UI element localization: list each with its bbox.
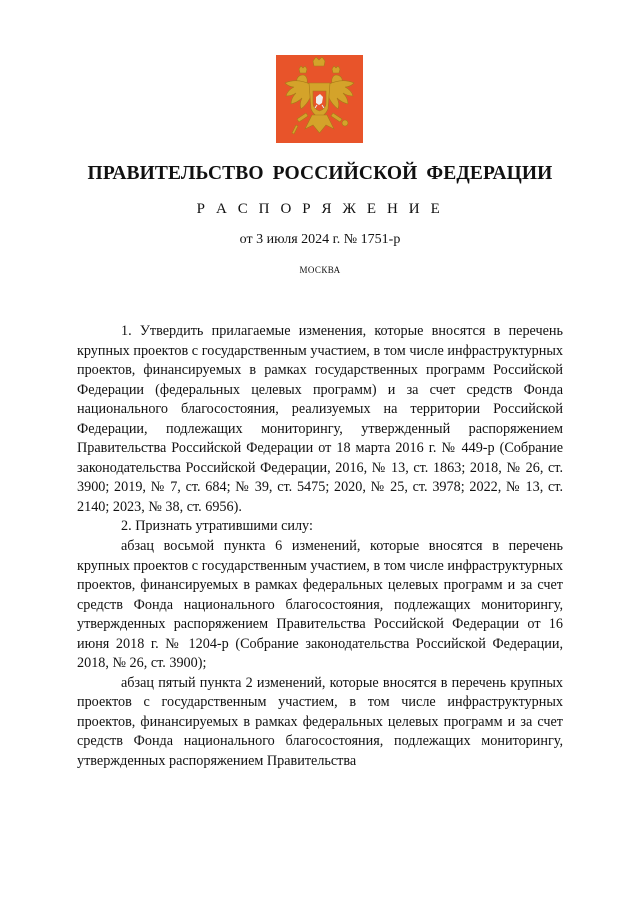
government-title: ПРАВИТЕЛЬСТВО РОССИЙСКОЙ ФЕДЕРАЦИИ (87, 163, 553, 184)
paragraph-4: абзац пятый пункта 2 изменений, которые вносятся в перечень крупных проектов с государственным участием, в том числе инфраструктурных проектов, финансируемых в рамках федеральных целевых программ и за счет средств Фонда национального благосостояния, подлежащих мониторингу, утвержденных распоряжением Правительства (77, 674, 563, 770)
document-place: МОСКВА (299, 265, 341, 275)
document-date-number: от 3 июля 2024 г. № 1751-р (239, 232, 401, 247)
paragraph-3: абзац восьмой пункта 6 изменений, которые вносятся в перечень крупных проектов с государственным участием, в том числе инфраструктурных проектов, финансируемых в рамках федеральных целевых программ и за счет средств Фонда национального благосостояния, подлежащих мониторингу, утвержденных распоряжением Правительства Российской Федерации от 16 июня 2018 г. № 1204-р (Собрание законодательства Российской Федерации, 2018, № 26, ст. 3900); (77, 538, 563, 672)
paragraph-2: 2. Признать утратившими силу: (121, 518, 313, 535)
document-body (77, 322, 563, 772)
paragraph-1: 1. Утвердить прилагаемые изменения, которые вносятся в перечень крупных проектов с государственным участием, в том числе инфраструктурных проектов, финансируемых в рамках государственных программ Российской Федерации (федеральных целевых программ) и за счет средств Фонда национального благосостояния, реализуемых на территории Российской Федерации, подлежащих мониторингу, утвержденный распоряжением Правительства Российской Федерации от 18 марта 2016 г. № 449-р (Собрание законодательства Российской Федерации, 2016, № 13, ст. 1863; 2018, № 26, ст. 3900; 2019, № 7, ст. 684; № 39, ст. 5475; 2020, № 25, ст. 3978; 2022, № 13, ст. 2140; 2023, № 38, ст. 6956). (77, 323, 563, 515)
coat-of-arms-icon (276, 55, 363, 143)
document-kind: Р А С П О Р Я Ж Е Н И Е (196, 201, 444, 217)
